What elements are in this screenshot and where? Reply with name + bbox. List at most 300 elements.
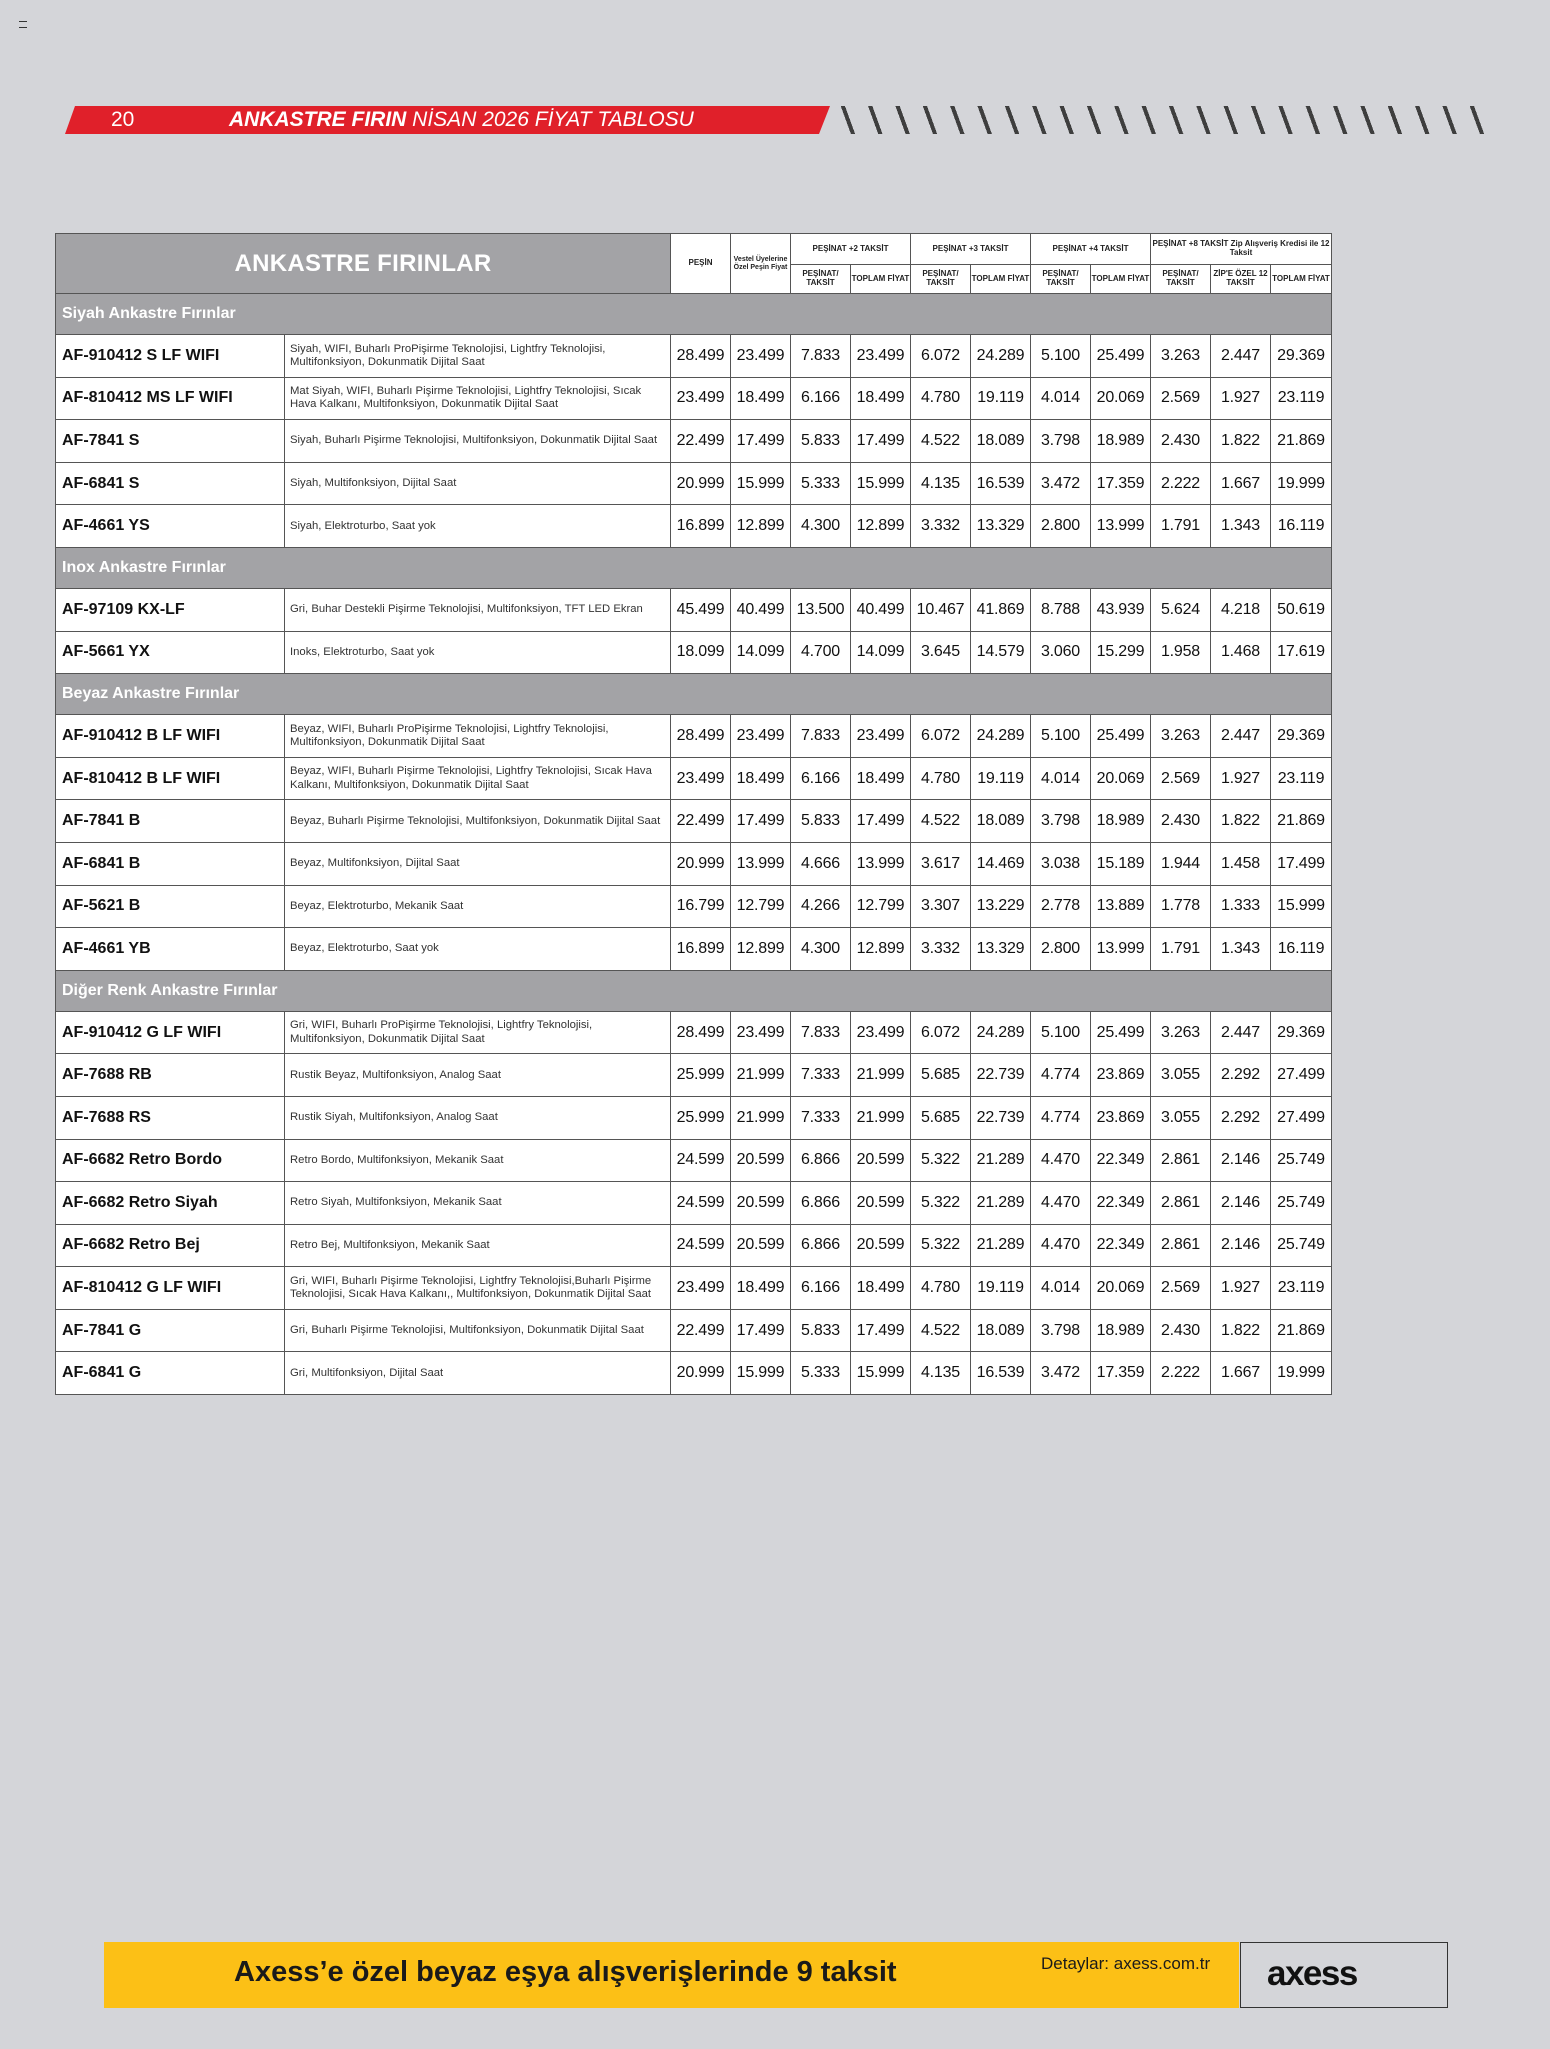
table-row <box>56 1352 1332 1395</box>
category-row <box>56 547 1332 588</box>
price-cell: 1.778 <box>1151 885 1211 928</box>
category-row <box>56 970 1332 1011</box>
decorative-stripes <box>836 106 1486 134</box>
model-description: Inoks, Elektroturbo, Saat yok <box>285 631 671 674</box>
price-cell: 17.359 <box>1091 462 1151 505</box>
table-row <box>56 462 1332 505</box>
table-row <box>56 335 1332 378</box>
promo-banner <box>104 1942 1239 2008</box>
price-cell: 15.999 <box>731 462 791 505</box>
model-name: AF-810412 B LF WIFI <box>56 757 285 800</box>
price-cell: 17.499 <box>731 420 791 463</box>
price-table <box>55 233 1332 1395</box>
price-cell: 4.774 <box>1031 1096 1091 1139</box>
price-cell: 13.999 <box>851 842 911 885</box>
price-cell: 1.667 <box>1211 462 1271 505</box>
price-cell: 4.014 <box>1031 1267 1091 1310</box>
price-cell: 5.333 <box>791 1352 851 1395</box>
price-cell: 23.499 <box>671 1267 731 1310</box>
price-cell: 24.599 <box>671 1139 731 1182</box>
price-cell: 3.798 <box>1031 420 1091 463</box>
price-cell: 23.499 <box>731 1011 791 1054</box>
price-cell: 7.333 <box>791 1096 851 1139</box>
price-cell: 20.599 <box>731 1224 791 1267</box>
table-row <box>56 928 1332 971</box>
price-cell: 4.300 <box>791 505 851 548</box>
price-cell: 20.599 <box>731 1182 791 1225</box>
price-cell: 2.569 <box>1151 1267 1211 1310</box>
header-pesin: PEŞİN <box>671 234 731 294</box>
price-cell: 40.499 <box>731 588 791 631</box>
model-name: AF-6682 Retro Bej <box>56 1224 285 1267</box>
price-cell: 18.089 <box>971 800 1031 843</box>
header-pesinat-taksit: PEŞİNAT/ TAKSİT <box>791 265 851 294</box>
price-cell: 22.349 <box>1091 1182 1151 1225</box>
price-cell: 3.263 <box>1151 1011 1211 1054</box>
price-cell: 2.447 <box>1211 1011 1271 1054</box>
model-name: AF-5661 YX <box>56 631 285 674</box>
price-cell: 18.099 <box>671 631 731 674</box>
price-cell: 14.579 <box>971 631 1031 674</box>
price-cell: 23.499 <box>671 377 731 420</box>
price-cell: 22.739 <box>971 1054 1031 1097</box>
price-cell: 21.869 <box>1271 800 1332 843</box>
price-cell: 23.869 <box>1091 1054 1151 1097</box>
price-cell: 6.866 <box>791 1182 851 1225</box>
price-cell: 3.038 <box>1031 842 1091 885</box>
page-title <box>229 108 694 132</box>
price-cell: 23.499 <box>851 1011 911 1054</box>
price-cell: 3.263 <box>1151 715 1211 758</box>
category-row <box>56 294 1332 335</box>
price-cell: 18.499 <box>851 1267 911 1310</box>
table-row <box>56 420 1332 463</box>
price-cell: 18.089 <box>971 1309 1031 1352</box>
category-name: Siyah Ankastre Fırınlar <box>56 294 1332 335</box>
model-description: Mat Siyah, WIFI, Buharlı Pişirme Teknolojisi, Lightfry Teknolojisi, Sıcak Hava Kalkanı, Multifonksiyon, Dokunmatik Dijital Saat <box>285 377 671 420</box>
price-cell: 25.499 <box>1091 715 1151 758</box>
table-row <box>56 505 1332 548</box>
price-cell: 18.499 <box>731 377 791 420</box>
price-cell: 4.470 <box>1031 1224 1091 1267</box>
price-cell: 3.798 <box>1031 800 1091 843</box>
price-cell: 22.499 <box>671 800 731 843</box>
price-cell: 2.292 <box>1211 1054 1271 1097</box>
axess-logo: axess <box>1267 1954 1357 1993</box>
table-row <box>56 1267 1332 1310</box>
price-cell: 3.332 <box>911 505 971 548</box>
model-name: AF-810412 MS LF WIFI <box>56 377 285 420</box>
category-name: Inox Ankastre Fırınlar <box>56 547 1332 588</box>
price-cell: 2.569 <box>1151 757 1211 800</box>
price-cell: 22.349 <box>1091 1139 1151 1182</box>
price-cell: 14.099 <box>851 631 911 674</box>
model-name: AF-6682 Retro Siyah <box>56 1182 285 1225</box>
price-cell: 5.833 <box>791 420 851 463</box>
price-cell: 4.666 <box>791 842 851 885</box>
price-cell: 2.800 <box>1031 928 1091 971</box>
model-name: AF-910412 B LF WIFI <box>56 715 285 758</box>
price-cell: 4.780 <box>911 377 971 420</box>
price-cell: 23.119 <box>1271 1267 1332 1310</box>
page-title-rest: NİSAN 2026 FİYAT TABLOSU <box>406 108 694 131</box>
price-cell: 4.218 <box>1211 588 1271 631</box>
header-pesinat-taksit: PEŞİNAT/ TAKSİT <box>1151 265 1211 294</box>
price-cell: 2.861 <box>1151 1224 1211 1267</box>
price-cell: 17.499 <box>851 420 911 463</box>
table-row <box>56 1096 1332 1139</box>
header-group-3-taksit: PEŞİNAT +3 TAKSİT <box>911 234 1031 265</box>
price-cell: 2.222 <box>1151 462 1211 505</box>
price-cell: 4.522 <box>911 800 971 843</box>
price-cell: 18.499 <box>731 1267 791 1310</box>
price-cell: 23.119 <box>1271 377 1332 420</box>
model-description: Beyaz, Elektroturbo, Saat yok <box>285 928 671 971</box>
price-cell: 19.119 <box>971 757 1031 800</box>
price-cell: 5.100 <box>1031 715 1091 758</box>
model-name: AF-7841 S <box>56 420 285 463</box>
price-cell: 4.774 <box>1031 1054 1091 1097</box>
price-cell: 14.099 <box>731 631 791 674</box>
price-cell: 17.619 <box>1271 631 1332 674</box>
price-cell: 3.617 <box>911 842 971 885</box>
price-cell: 12.799 <box>851 885 911 928</box>
price-cell: 4.522 <box>911 1309 971 1352</box>
price-cell: 21.999 <box>851 1054 911 1097</box>
price-cell: 16.119 <box>1271 505 1332 548</box>
header-toplam-fiyat: TOPLAM FİYAT <box>851 265 911 294</box>
price-cell: 15.299 <box>1091 631 1151 674</box>
price-cell: 22.499 <box>671 1309 731 1352</box>
price-cell: 6.166 <box>791 757 851 800</box>
page-number: 20 <box>111 108 135 131</box>
price-cell: 1.333 <box>1211 885 1271 928</box>
model-name: AF-7688 RB <box>56 1054 285 1097</box>
price-cell: 5.322 <box>911 1182 971 1225</box>
price-cell: 2.861 <box>1151 1182 1211 1225</box>
table-row <box>56 885 1332 928</box>
price-cell: 16.119 <box>1271 928 1332 971</box>
price-cell: 25.749 <box>1271 1182 1332 1225</box>
price-cell: 4.014 <box>1031 377 1091 420</box>
price-cell: 1.791 <box>1151 505 1211 548</box>
price-cell: 21.999 <box>851 1096 911 1139</box>
header-pesinat-taksit: PEŞİNAT/ TAKSİT <box>1031 265 1091 294</box>
price-cell: 1.458 <box>1211 842 1271 885</box>
price-cell: 12.899 <box>731 928 791 971</box>
price-cell: 21.869 <box>1271 420 1332 463</box>
price-cell: 1.927 <box>1211 757 1271 800</box>
promo-details-link[interactable]: Detaylar: axess.com.tr <box>1041 1954 1211 1973</box>
price-cell: 2.146 <box>1211 1139 1271 1182</box>
model-description: Siyah, Elektroturbo, Saat yok <box>285 505 671 548</box>
price-cell: 19.999 <box>1271 462 1332 505</box>
model-name: AF-6682 Retro Bordo <box>56 1139 285 1182</box>
price-cell: 15.999 <box>851 1352 911 1395</box>
table-row <box>56 1011 1332 1054</box>
price-cell: 25.749 <box>1271 1224 1332 1267</box>
category-row <box>56 674 1332 715</box>
model-name: AF-7841 B <box>56 800 285 843</box>
price-cell: 27.499 <box>1271 1054 1332 1097</box>
header-group-4-taksit: PEŞİNAT +4 TAKSİT <box>1031 234 1151 265</box>
price-cell: 19.119 <box>971 377 1031 420</box>
model-name: AF-4661 YS <box>56 505 285 548</box>
price-cell: 2.800 <box>1031 505 1091 548</box>
price-cell: 1.791 <box>1151 928 1211 971</box>
price-cell: 10.467 <box>911 588 971 631</box>
price-cell: 3.798 <box>1031 1309 1091 1352</box>
price-cell: 13.999 <box>1091 505 1151 548</box>
price-cell: 5.100 <box>1031 335 1091 378</box>
price-cell: 3.263 <box>1151 335 1211 378</box>
price-cell: 14.469 <box>971 842 1031 885</box>
model-description: Beyaz, WIFI, Buharlı Pişirme Teknolojisi, Lightfry Teknolojisi, Sıcak Hava Kalkanı, Multifonksiyon, Dokunmatik Dijital Saat <box>285 757 671 800</box>
price-cell: 23.499 <box>851 335 911 378</box>
price-cell: 15.189 <box>1091 842 1151 885</box>
price-cell: 6.166 <box>791 1267 851 1310</box>
price-cell: 1.343 <box>1211 928 1271 971</box>
price-cell: 13.500 <box>791 588 851 631</box>
model-description: Gri, Multifonksiyon, Dijital Saat <box>285 1352 671 1395</box>
price-cell: 1.822 <box>1211 1309 1271 1352</box>
model-description: Retro Bordo, Multifonksiyon, Mekanik Saat <box>285 1139 671 1182</box>
price-cell: 4.135 <box>911 1352 971 1395</box>
price-cell: 17.499 <box>731 800 791 843</box>
table-row <box>56 1224 1332 1267</box>
model-description: Beyaz, Elektroturbo, Mekanik Saat <box>285 885 671 928</box>
model-description: Siyah, Multifonksiyon, Dijital Saat <box>285 462 671 505</box>
price-cell: 13.329 <box>971 505 1031 548</box>
price-cell: 16.799 <box>671 885 731 928</box>
price-cell: 24.599 <box>671 1224 731 1267</box>
price-cell: 29.369 <box>1271 335 1332 378</box>
price-cell: 24.289 <box>971 715 1031 758</box>
price-cell: 40.499 <box>851 588 911 631</box>
price-cell: 20.999 <box>671 1352 731 1395</box>
price-cell: 28.499 <box>671 335 731 378</box>
model-description: Gri, WIFI, Buharlı ProPişirme Teknolojisi, Lightfry Teknolojisi, Multifonksiyon, Dokunmatik Dijital Saat <box>285 1011 671 1054</box>
price-cell: 1.343 <box>1211 505 1271 548</box>
price-cell: 2.292 <box>1211 1096 1271 1139</box>
price-cell: 4.014 <box>1031 757 1091 800</box>
price-cell: 17.499 <box>851 1309 911 1352</box>
promo-text: Axess’e özel beyaz eşya alışverişlerinde 9 taksit <box>234 1956 897 1988</box>
price-cell: 19.999 <box>1271 1352 1332 1395</box>
model-description: Beyaz, WIFI, Buharlı ProPişirme Teknolojisi, Lightfry Teknolojisi, Multifonksiyon, Dokunmatik Dijital Saat <box>285 715 671 758</box>
price-cell: 5.322 <box>911 1224 971 1267</box>
header-toplam-fiyat: TOPLAM FİYAT <box>971 265 1031 294</box>
table-title: ANKASTRE FIRINLAR <box>56 234 671 294</box>
price-cell: 4.780 <box>911 1267 971 1310</box>
price-cell: 23.499 <box>671 757 731 800</box>
table-body <box>56 294 1332 1395</box>
price-cell: 6.166 <box>791 377 851 420</box>
price-cell: 16.539 <box>971 462 1031 505</box>
price-cell: 4.470 <box>1031 1182 1091 1225</box>
model-name: AF-4661 YB <box>56 928 285 971</box>
price-cell: 2.430 <box>1151 1309 1211 1352</box>
model-name: AF-6841 G <box>56 1352 285 1395</box>
price-cell: 3.055 <box>1151 1096 1211 1139</box>
price-cell: 4.470 <box>1031 1139 1091 1182</box>
price-cell: 27.499 <box>1271 1096 1332 1139</box>
price-cell: 4.780 <box>911 757 971 800</box>
price-cell: 45.499 <box>671 588 731 631</box>
price-cell: 17.359 <box>1091 1352 1151 1395</box>
price-cell: 2.430 <box>1151 800 1211 843</box>
model-name: AF-6841 S <box>56 462 285 505</box>
price-cell: 28.499 <box>671 1011 731 1054</box>
price-cell: 3.645 <box>911 631 971 674</box>
price-cell: 13.889 <box>1091 885 1151 928</box>
price-cell: 3.060 <box>1031 631 1091 674</box>
model-description: Retro Bej, Multifonksiyon, Mekanik Saat <box>285 1224 671 1267</box>
price-cell: 21.289 <box>971 1139 1031 1182</box>
category-name: Beyaz Ankastre Fırınlar <box>56 674 1332 715</box>
price-cell: 23.119 <box>1271 757 1332 800</box>
model-description: Gri, WIFI, Buharlı Pişirme Teknolojisi, Lightfry Teknolojisi,Buharlı Pişirme Teknolojisi, Sıcak Hava Kalkanı,, Multifonksiyon, Dokunmatik Dijital Saat <box>285 1267 671 1310</box>
price-cell: 22.739 <box>971 1096 1031 1139</box>
header-toplam-fiyat: TOPLAM FİYAT <box>1091 265 1151 294</box>
price-cell: 13.999 <box>1091 928 1151 971</box>
price-cell: 20.999 <box>671 462 731 505</box>
model-name: AF-5621 B <box>56 885 285 928</box>
price-cell: 25.999 <box>671 1054 731 1097</box>
price-cell: 25.749 <box>1271 1139 1332 1182</box>
price-cell: 17.499 <box>851 800 911 843</box>
model-description: Retro Siyah, Multifonksiyon, Mekanik Saat <box>285 1182 671 1225</box>
price-cell: 18.499 <box>731 757 791 800</box>
model-description: Siyah, Buharlı Pişirme Teknolojisi, Multifonksiyon, Dokunmatik Dijital Saat <box>285 420 671 463</box>
price-cell: 12.899 <box>851 928 911 971</box>
header-group-2-taksit: PEŞİNAT +2 TAKSİT <box>791 234 911 265</box>
price-cell: 21.289 <box>971 1182 1031 1225</box>
price-cell: 22.349 <box>1091 1224 1151 1267</box>
price-cell: 1.822 <box>1211 420 1271 463</box>
price-cell: 2.430 <box>1151 420 1211 463</box>
price-cell: 4.135 <box>911 462 971 505</box>
price-cell: 6.866 <box>791 1139 851 1182</box>
model-name: AF-910412 G LF WIFI <box>56 1011 285 1054</box>
price-cell: 24.289 <box>971 1011 1031 1054</box>
price-cell: 18.989 <box>1091 1309 1151 1352</box>
price-cell: 15.999 <box>1271 885 1332 928</box>
price-cell: 2.146 <box>1211 1224 1271 1267</box>
price-cell: 3.472 <box>1031 1352 1091 1395</box>
model-description: Rustik Siyah, Multifonksiyon, Analog Saat <box>285 1096 671 1139</box>
price-cell: 18.989 <box>1091 420 1151 463</box>
price-cell: 12.899 <box>851 505 911 548</box>
header-group-8-taksit: PEŞİNAT +8 TAKSİT Zip Alışveriş Kredisi ile 12 Taksit <box>1151 234 1332 265</box>
price-cell: 2.778 <box>1031 885 1091 928</box>
price-cell: 5.624 <box>1151 588 1211 631</box>
price-cell: 7.833 <box>791 715 851 758</box>
price-cell: 2.861 <box>1151 1139 1211 1182</box>
price-cell: 1.927 <box>1211 1267 1271 1310</box>
price-cell: 2.447 <box>1211 715 1271 758</box>
price-cell: 1.667 <box>1211 1352 1271 1395</box>
price-cell: 5.833 <box>791 800 851 843</box>
price-cell: 7.333 <box>791 1054 851 1097</box>
page-title-bold: ANKASTRE FIRIN <box>229 108 407 131</box>
price-cell: 25.499 <box>1091 335 1151 378</box>
price-cell: 18.089 <box>971 420 1031 463</box>
price-cell: 18.499 <box>851 757 911 800</box>
table-row <box>56 1139 1332 1182</box>
price-cell: 21.999 <box>731 1054 791 1097</box>
price-cell: 15.999 <box>851 462 911 505</box>
model-description: Beyaz, Multifonksiyon, Dijital Saat <box>285 842 671 885</box>
price-cell: 5.333 <box>791 462 851 505</box>
table-row <box>56 1309 1332 1352</box>
price-cell: 28.499 <box>671 715 731 758</box>
price-cell: 8.788 <box>1031 588 1091 631</box>
price-cell: 2.569 <box>1151 377 1211 420</box>
price-cell: 23.499 <box>731 715 791 758</box>
price-cell: 21.289 <box>971 1224 1031 1267</box>
price-cell: 3.332 <box>911 928 971 971</box>
price-cell: 2.222 <box>1151 1352 1211 1395</box>
price-cell: 5.100 <box>1031 1011 1091 1054</box>
price-cell: 1.468 <box>1211 631 1271 674</box>
price-cell: 4.700 <box>791 631 851 674</box>
price-cell: 15.999 <box>731 1352 791 1395</box>
price-cell: 3.307 <box>911 885 971 928</box>
header-zip-12-taksit: ZİP'E ÖZEL 12 TAKSİT <box>1211 265 1271 294</box>
price-cell: 1.822 <box>1211 800 1271 843</box>
price-cell: 20.599 <box>731 1139 791 1182</box>
price-cell: 1.958 <box>1151 631 1211 674</box>
price-cell: 3.055 <box>1151 1054 1211 1097</box>
header-banner <box>65 106 830 134</box>
price-cell: 2.146 <box>1211 1182 1271 1225</box>
price-cell: 17.499 <box>1271 842 1332 885</box>
category-name: Diğer Renk Ankastre Fırınlar <box>56 970 1332 1011</box>
model-name: AF-7841 G <box>56 1309 285 1352</box>
model-name: AF-910412 S LF WIFI <box>56 335 285 378</box>
price-cell: 4.266 <box>791 885 851 928</box>
price-cell: 24.599 <box>671 1182 731 1225</box>
table-row <box>56 1182 1332 1225</box>
model-name: AF-7688 RS <box>56 1096 285 1139</box>
price-cell: 19.119 <box>971 1267 1031 1310</box>
price-cell: 6.072 <box>911 1011 971 1054</box>
header-pesinat-taksit: PEŞİNAT/ TAKSİT <box>911 265 971 294</box>
price-cell: 50.619 <box>1271 588 1332 631</box>
model-description: Beyaz, Buharlı Pişirme Teknolojisi, Multifonksiyon, Dokunmatik Dijital Saat <box>285 800 671 843</box>
price-cell: 6.072 <box>911 715 971 758</box>
axess-logo-box <box>1240 1942 1448 2008</box>
model-description: Gri, Buharlı Pişirme Teknolojisi, Multifonksiyon, Dokunmatik Dijital Saat <box>285 1309 671 1352</box>
price-cell: 4.300 <box>791 928 851 971</box>
table-row <box>56 1054 1332 1097</box>
price-cell: 7.833 <box>791 1011 851 1054</box>
model-description: Gri, Buhar Destekli Pişirme Teknolojisi, Multifonksiyon, TFT LED Ekran <box>285 588 671 631</box>
price-cell: 23.869 <box>1091 1096 1151 1139</box>
price-cell: 22.499 <box>671 420 731 463</box>
price-cell: 4.522 <box>911 420 971 463</box>
price-cell: 29.369 <box>1271 1011 1332 1054</box>
table-row <box>56 631 1332 674</box>
price-cell: 12.899 <box>731 505 791 548</box>
table-row <box>56 757 1332 800</box>
price-cell: 16.899 <box>671 928 731 971</box>
price-cell: 25.999 <box>671 1096 731 1139</box>
price-cell: 20.599 <box>851 1224 911 1267</box>
model-name: AF-97109 KX-LF <box>56 588 285 631</box>
price-cell: 20.069 <box>1091 377 1151 420</box>
